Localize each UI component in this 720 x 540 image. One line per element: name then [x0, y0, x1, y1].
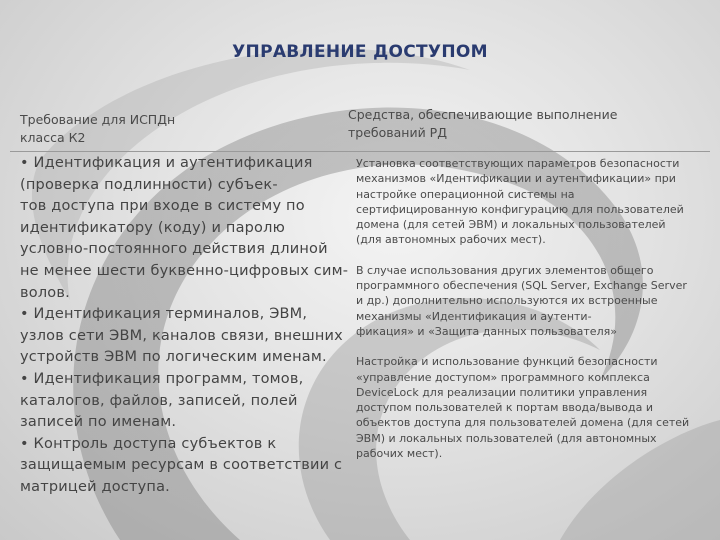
- requirement-line: • Идентификация терминалов, ЭВМ,: [20, 306, 308, 323]
- means-line: объектов доступа для пользователей домена (для сетей: [356, 416, 690, 430]
- means-line: Установка соответствующих параметров безопасности: [356, 157, 680, 170]
- means-line: Настройка и использование функций безопасности: [356, 355, 658, 369]
- means-line: фикация» и «Защита данных пользователя»: [356, 324, 617, 338]
- requirement-line: каталогов, файлов, записей, полей: [20, 392, 298, 409]
- means-line: и др.) дополнительно используются их встроенные: [356, 294, 658, 308]
- requirement-line: тов доступа при входе в систему по: [20, 198, 305, 215]
- requirement-line: матрицей доступа.: [20, 478, 170, 495]
- requirement-line: записей по именам.: [20, 414, 177, 431]
- requirements-list: [20, 153, 349, 499]
- means-paragraph: [356, 263, 706, 339]
- means-list: [356, 156, 706, 476]
- means-line: DeviceLock для реализации политики управления: [356, 385, 648, 399]
- header-divider: [10, 151, 710, 152]
- requirement-line: устройств ЭВМ по логическим именам.: [20, 349, 327, 366]
- left-header-line: Требование для ИСПДн: [20, 112, 176, 127]
- means-line: В случае использования других элементов общего: [356, 263, 654, 277]
- means-line: (для автономных рабочих мест).: [356, 233, 546, 247]
- requirement-line: условно-постоянного действия длиной: [20, 241, 328, 258]
- means-line: «управление доступом» программного комплекса: [356, 370, 650, 384]
- requirement-line: идентификатору (коду) и паролю: [20, 219, 286, 236]
- requirement-line: защищаемым ресурсам в соответствии с: [20, 457, 343, 474]
- means-line: механизмы «Идентификация и аутенти-: [356, 309, 592, 323]
- requirement-line: не менее шести буквенно-цифровых сим-: [20, 262, 349, 279]
- left-header-line: класса К2: [20, 130, 86, 145]
- requirement-line: узлов сети ЭВМ, каналов связи, внешних: [20, 327, 343, 344]
- page-title: УПРАВЛЕНИЕ ДОСТУПОМ: [232, 42, 488, 62]
- requirement-line: • Идентификация программ, томов,: [20, 370, 304, 387]
- means-line: программного обеспечения (SQL Server, Exchange Server: [356, 279, 687, 293]
- means-paragraph: [356, 156, 706, 248]
- requirement-line: • Идентификация и аутентификация: [20, 155, 313, 171]
- means-paragraph: [356, 354, 706, 461]
- means-line: рабочих мест).: [356, 447, 443, 461]
- means-line: доступом пользователей к портам ввода/вывода и: [356, 401, 653, 415]
- left-column-header: [20, 111, 320, 147]
- requirement-line: • Контроль доступа субъектов к: [20, 435, 277, 452]
- means-line: настройке операционной системы на: [356, 187, 575, 201]
- requirement-line: волов.: [20, 284, 70, 301]
- means-line: ЭВМ) и локальных пользователей (для автономных: [356, 431, 657, 445]
- right-header-line: требований РД: [348, 125, 447, 140]
- means-line: домена (для сетей ЭВМ) и локальных пользователей: [356, 218, 666, 232]
- requirement-line: (проверка подлинности) субъек-: [20, 176, 278, 193]
- right-header-line: Средства, обеспечивающие выполнение: [348, 107, 618, 122]
- means-line: механизмов «Идентификации и аутентификации» при: [356, 172, 676, 186]
- right-column-header: [348, 106, 708, 142]
- means-line: сертифицированную конфигурацию для пользователей: [356, 202, 684, 216]
